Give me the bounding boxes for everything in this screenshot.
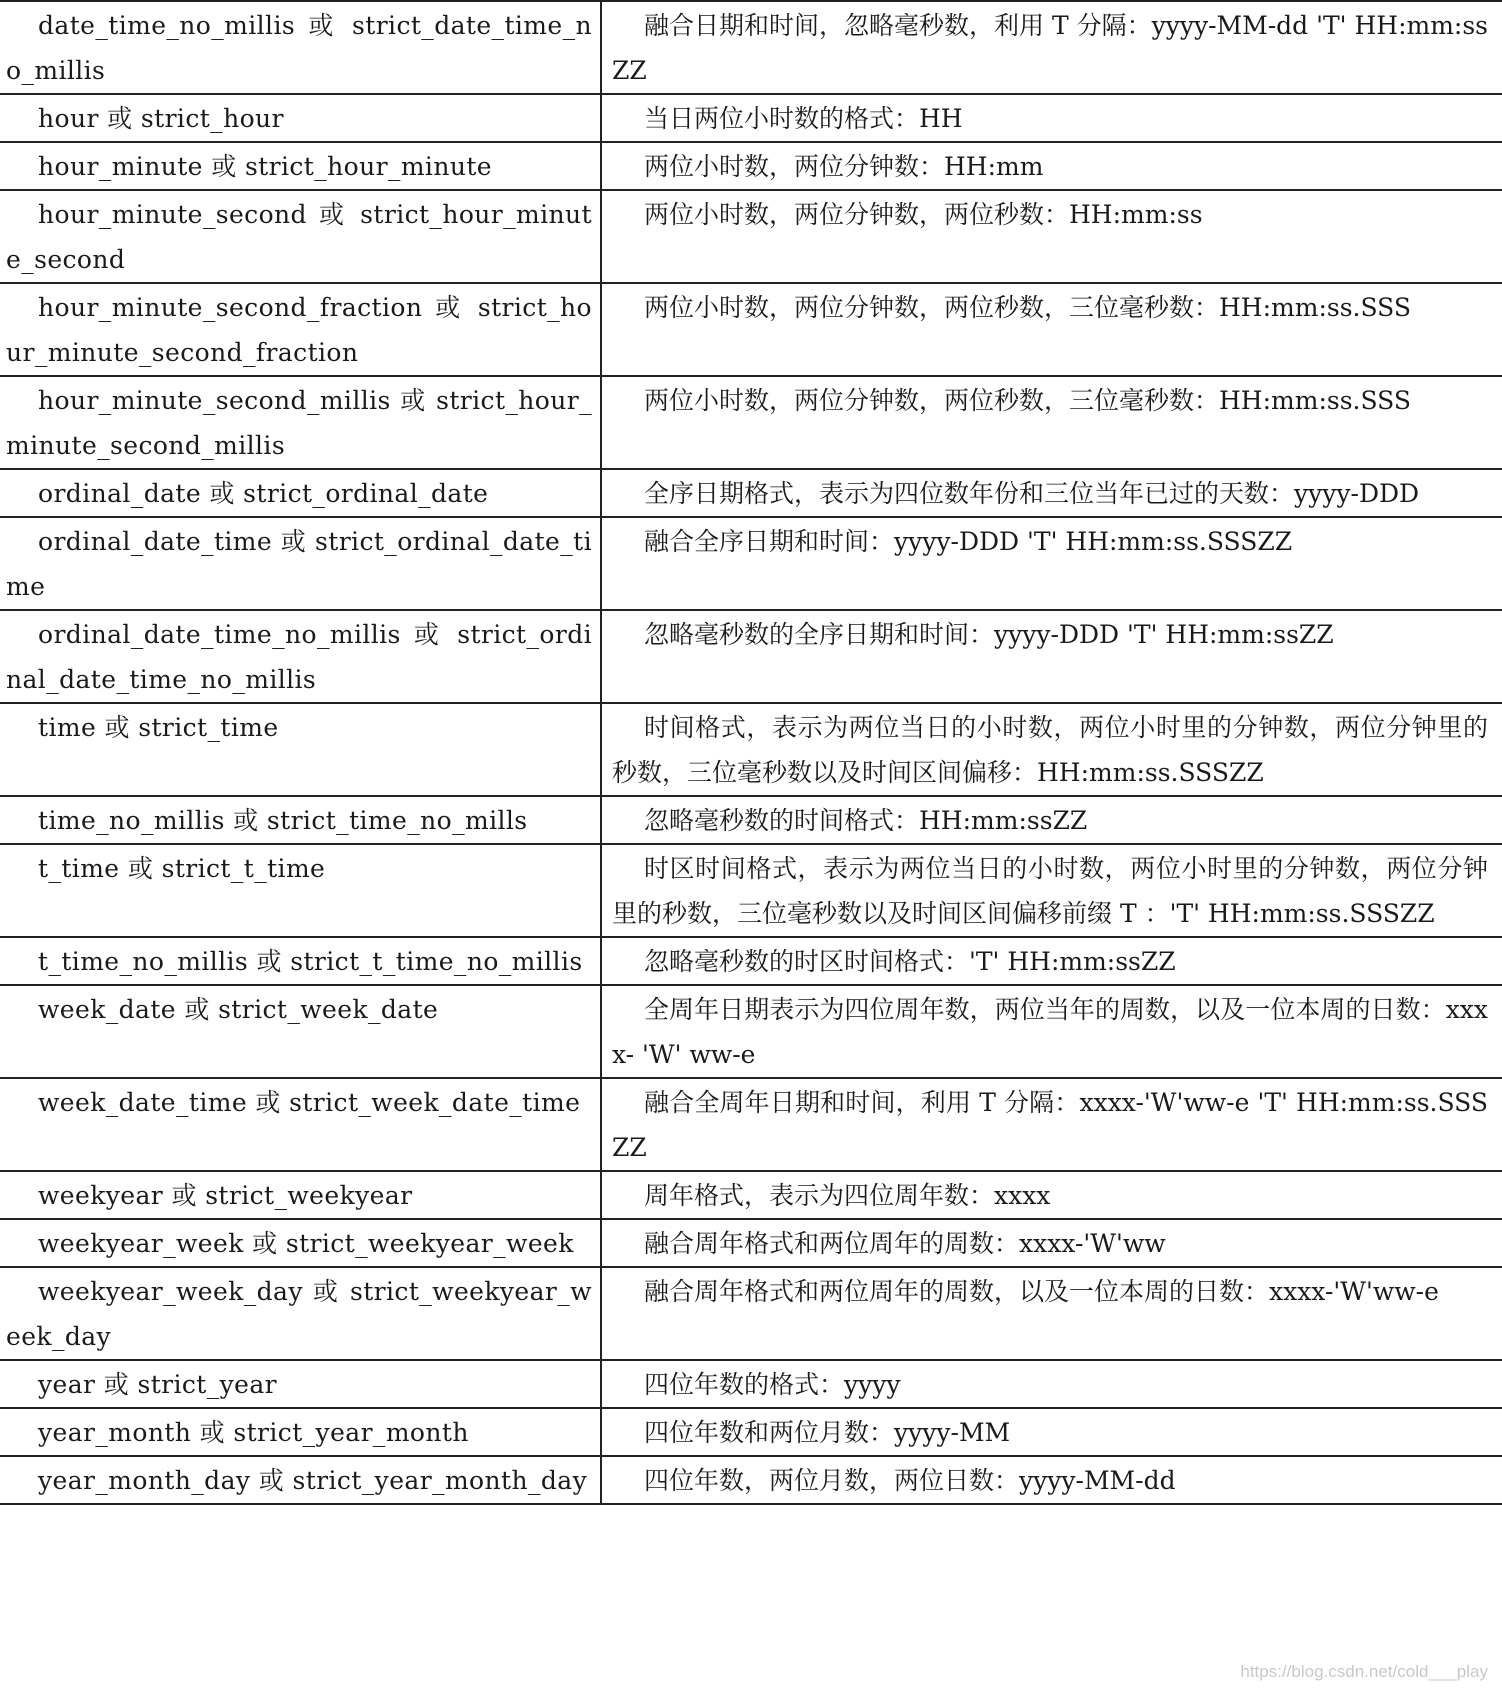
format-name: week_date 或 strict_week_date (0, 985, 601, 1078)
watermark-url: https://blog.csdn.net/cold___play (1240, 1662, 1488, 1681)
format-name: weekyear_week_day 或 strict_weekyear_week_day (0, 1267, 601, 1360)
format-description: 全周年日期表示为四位周年数，两位当年的周数，以及一位本周的日数：xxxx- 'W' ww-e (601, 985, 1502, 1078)
format-name: ordinal_date_time_no_millis 或 strict_ordinal_date_time_no_millis (0, 610, 601, 703)
format-description: 周年格式，表示为四位周年数：xxxx (601, 1171, 1502, 1219)
format-description: 四位年数的格式：yyyy (601, 1360, 1502, 1408)
table-row (0, 469, 1502, 517)
format-name: year_month_day 或 strict_year_month_day (0, 1456, 601, 1504)
format-name: weekyear 或 strict_weekyear (0, 1171, 601, 1219)
format-name: weekyear_week 或 strict_weekyear_week (0, 1219, 601, 1267)
format-name: hour_minute 或 strict_hour_minute (0, 142, 601, 190)
format-description: 融合全序日期和时间：yyyy-DDD 'T' HH:mm:ss.SSSZZ (601, 517, 1502, 610)
format-description: 两位小时数，两位分钟数，两位秒数：HH:mm:ss (601, 190, 1502, 283)
format-description: 时区时间格式，表示为两位当日的小时数，两位小时里的分钟数，两位分钟里的秒数，三位毫秒数以及时间区间偏移前缀 T ：'T' HH:mm:ss.SSSZZ (601, 844, 1502, 937)
format-name: time_no_millis 或 strict_time_no_mills (0, 796, 601, 844)
table-row (0, 283, 1502, 376)
format-description: 两位小时数，两位分钟数，两位秒数，三位毫秒数：HH:mm:ss.SSS (601, 376, 1502, 469)
table-row (0, 844, 1502, 937)
table-row (0, 1078, 1502, 1171)
table-row (0, 94, 1502, 142)
format-description: 两位小时数，两位分钟数：HH:mm (601, 142, 1502, 190)
format-description: 融合全周年日期和时间，利用 T 分隔：xxxx-'W'ww-e 'T' HH:mm:ss.SSSZZ (601, 1078, 1502, 1171)
table-row (0, 190, 1502, 283)
format-description: 全序日期格式，表示为四位数年份和三位当年已过的天数：yyyy-DDD (601, 469, 1502, 517)
format-description: 忽略毫秒数的全序日期和时间：yyyy-DDD 'T' HH:mm:ssZZ (601, 610, 1502, 703)
format-description: 时间格式，表示为两位当日的小时数，两位小时里的分钟数，两位分钟里的秒数，三位毫秒数以及时间区间偏移：HH:mm:ss.SSSZZ (601, 703, 1502, 796)
table-row (0, 1171, 1502, 1219)
format-name: ordinal_date 或 strict_ordinal_date (0, 469, 601, 517)
table-row (0, 142, 1502, 190)
format-description: 融合周年格式和两位周年的周数：xxxx-'W'ww (601, 1219, 1502, 1267)
format-description: 忽略毫秒数的时间格式：HH:mm:ssZZ (601, 796, 1502, 844)
table-row (0, 1360, 1502, 1408)
format-name: year 或 strict_year (0, 1360, 601, 1408)
format-description: 四位年数，两位月数，两位日数：yyyy-MM-dd (601, 1456, 1502, 1504)
table-row (0, 1, 1502, 94)
format-name: hour_minute_second 或 strict_hour_minute_second (0, 190, 601, 283)
format-name: hour 或 strict_hour (0, 94, 601, 142)
format-name: hour_minute_second_millis 或 strict_hour_minute_second_millis (0, 376, 601, 469)
format-description: 融合周年格式和两位周年的周数，以及一位本周的日数：xxxx-'W'ww-e (601, 1267, 1502, 1360)
format-name: date_time_no_millis 或 strict_date_time_no_millis (0, 1, 601, 94)
table-row (0, 1408, 1502, 1456)
table-row (0, 937, 1502, 985)
format-description: 当日两位小时数的格式：HH (601, 94, 1502, 142)
format-name: year_month 或 strict_year_month (0, 1408, 601, 1456)
table-row (0, 376, 1502, 469)
table-row (0, 1267, 1502, 1360)
format-name: ordinal_date_time 或 strict_ordinal_date_time (0, 517, 601, 610)
table-row (0, 517, 1502, 610)
format-name: t_time_no_millis 或 strict_t_time_no_millis (0, 937, 601, 985)
table-row (0, 703, 1502, 796)
table-row (0, 985, 1502, 1078)
table-row (0, 1219, 1502, 1267)
format-description: 融合日期和时间，忽略毫秒数，利用 T 分隔：yyyy-MM-dd 'T' HH:mm:ssZZ (601, 1, 1502, 94)
format-description: 两位小时数，两位分钟数，两位秒数，三位毫秒数：HH:mm:ss.SSS (601, 283, 1502, 376)
format-name: time 或 strict_time (0, 703, 601, 796)
table-row (0, 796, 1502, 844)
format-name: t_time 或 strict_t_time (0, 844, 601, 937)
table-row (0, 1456, 1502, 1504)
format-name: hour_minute_second_fraction 或 strict_hour_minute_second_fraction (0, 283, 601, 376)
format-description: 忽略毫秒数的时区时间格式：'T' HH:mm:ssZZ (601, 937, 1502, 985)
table-row (0, 610, 1502, 703)
format-description: 四位年数和两位月数：yyyy-MM (601, 1408, 1502, 1456)
format-name: week_date_time 或 strict_week_date_time (0, 1078, 601, 1171)
